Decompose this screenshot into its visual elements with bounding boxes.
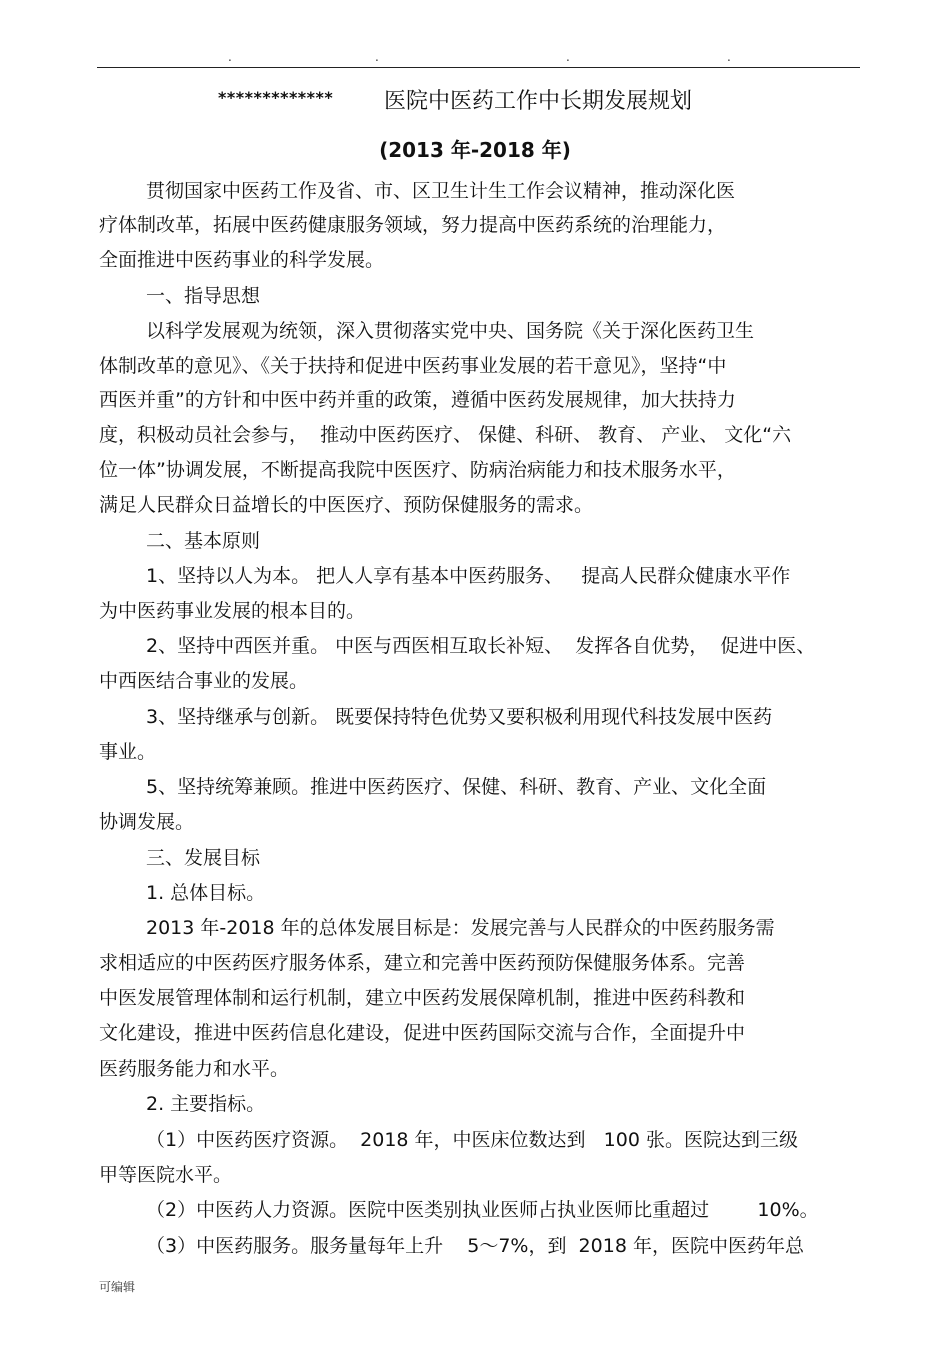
- text-line: 度，积极动员社会参与， 推动中医药医疗、 保健、科研、 教育、 产业、 文化“六: [99, 424, 792, 446]
- page-subtitle: (2013 年-2018 年): [379, 138, 571, 162]
- header-dot: .: [228, 50, 232, 64]
- header-rule: [97, 67, 860, 68]
- text-line: 疗体制改革，拓展中医药健康服务领域，努力提高中医药系统的治理能力，: [99, 214, 727, 236]
- text-line: 中西医结合事业的发展。: [99, 670, 309, 692]
- text-line: 甲等医院水平。: [99, 1164, 233, 1186]
- text-line: 满足人民群众日益增长的中医医疗、预防保健服务的需求。: [99, 494, 594, 516]
- text-line: 医药服务能力和水平。: [99, 1058, 290, 1080]
- text-line: 全面推进中医药事业的科学发展。: [99, 249, 385, 271]
- header-dot: .: [375, 50, 379, 64]
- text-line: 贯彻国家中医药工作及省、市、区卫生计生工作会议精神，推动深化医: [146, 180, 736, 202]
- header-dots: [0, 50, 950, 64]
- text-line: 5、坚持统筹兼顾。推进中医药医疗、保健、科研、教育、产业、文化全面: [146, 776, 767, 798]
- text-line: （2）中医药人力资源。医院中医类别执业医师占执业医师比重超过 10%。: [146, 1199, 819, 1221]
- subsection-heading: 2. 主要指标。: [146, 1093, 266, 1115]
- title-line: [0, 84, 950, 116]
- header-dot: .: [727, 50, 731, 64]
- text-line: 位一体”协调发展，不断提高我院中医医疗、防病治病能力和技术服务水平，: [99, 459, 736, 481]
- page-title: 医院中医药工作中长期发展规划: [384, 89, 693, 114]
- text-line: 2、坚持中西医并重。 中医与西医相互取长补短、 发挥各自优势， 促进中医、: [146, 635, 816, 657]
- text-line: 以科学发展观为统领，深入贯彻落实党中央、国务院《关于深化医药卫生: [146, 320, 755, 342]
- text-line: 3、坚持继承与创新。 既要保持特色优势又要积极利用现代科技发展中医药: [146, 706, 773, 728]
- text-line: 文化建设，推进中医药信息化建设，促进中医药国际交流与合作，全面提升中: [99, 1022, 746, 1044]
- subsection-heading: 1. 总体目标。: [146, 882, 266, 904]
- text-line: 为中医药事业发展的根本目的。: [99, 600, 366, 622]
- text-line: 体制改革的意见》、《关于扶持和促进中医药事业发展的若干意见》，坚持“中: [99, 355, 727, 377]
- text-line: （3）中医药服务。服务量每年上升 5～7%，到 2018 年，医院中医药年总: [146, 1235, 804, 1257]
- section-heading: 二、基本原则: [146, 530, 261, 552]
- text-line: （1）中医药医疗资源。 2018 年，中医床位数达到 100 张。医院达到三级: [146, 1129, 798, 1151]
- text-line: 中医发展管理体制和运行机制，建立中医药发展保障机制，推进中医药科教和: [99, 987, 746, 1009]
- text-line: 事业。: [99, 741, 157, 763]
- section-heading: 三、发展目标: [146, 847, 261, 869]
- footer-note: 可编辑: [99, 1280, 136, 1294]
- header-dot: .: [566, 50, 570, 64]
- text-line: 西医并重”的方针和中医中药并重的政策，遵循中医药发展规律，加大扶持力: [99, 389, 736, 411]
- title-stars: *************: [218, 88, 334, 107]
- text-line: 求相适应的中医药医疗服务体系，建立和完善中医药预防保健服务体系。完善: [99, 952, 746, 974]
- text-line: 1、坚持以人为本。 把人人享有基本中医药服务、 提高人民群众健康水平作: [146, 565, 791, 587]
- text-line: 2013 年-2018 年的总体发展目标是：发展完善与人民群众的中医药服务需: [146, 917, 775, 939]
- section-heading: 一、指导思想: [146, 285, 261, 307]
- text-line: 协调发展。: [99, 811, 195, 833]
